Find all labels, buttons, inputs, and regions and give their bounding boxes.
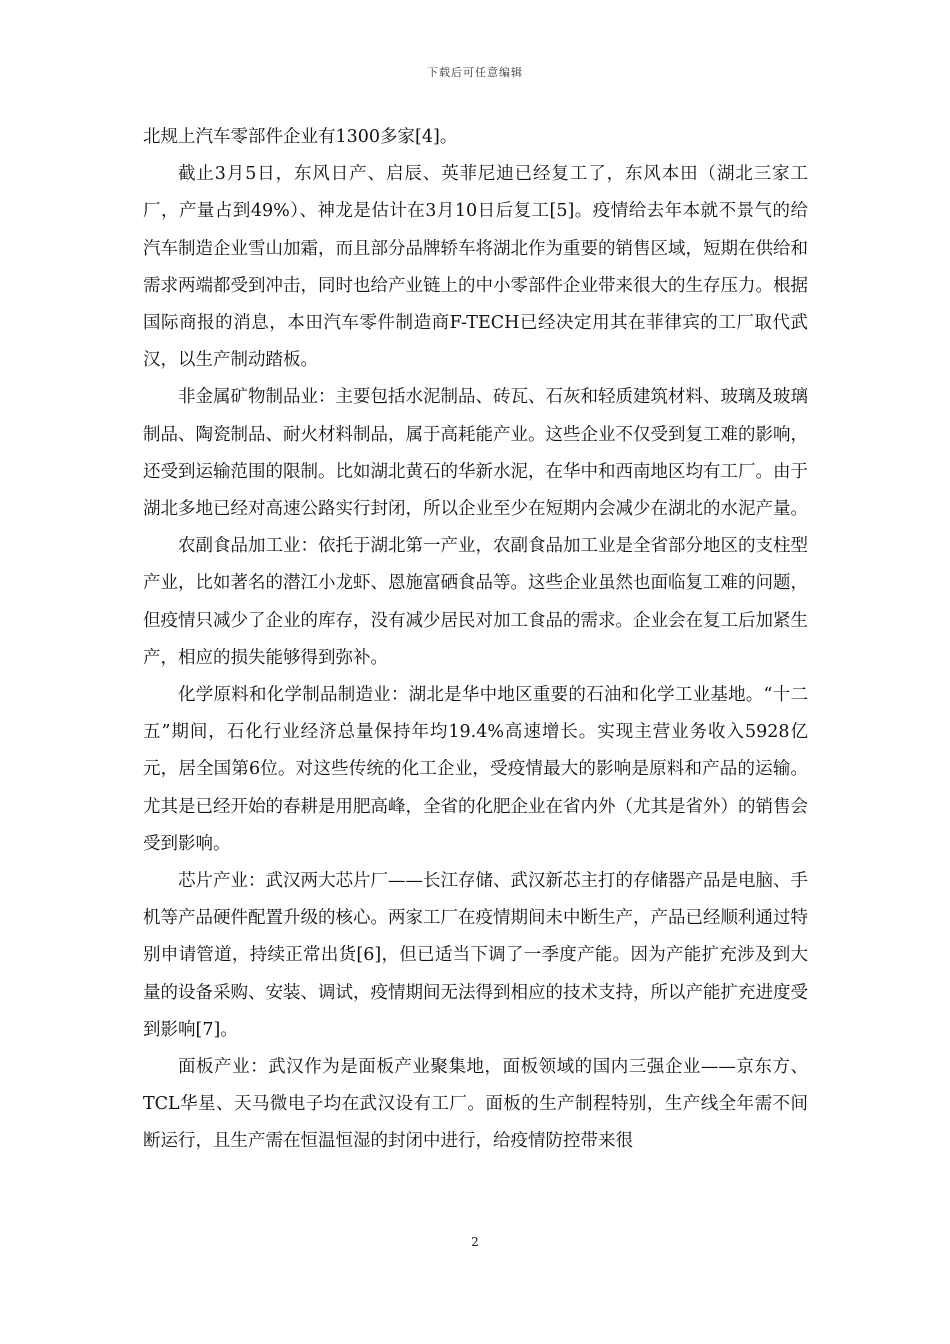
paragraph-chemical: 化学原料和化学制品制造业：湖北是华中地区重要的石油和化学工业基地。“十二五”期间，石化行业经济总量保持年均19.4%高速增长。实现主营业务收入5928亿元，居全国第6位。对这些传统的化工企业，受疫情最大的影响是原料和产品的运输。尤其是已经开始的春耕是用肥高峰，全省的化肥企业在省内外（尤其是省外）的销售会受到影响。 <box>143 685 808 854</box>
document-body <box>143 119 808 1161</box>
paragraph-panel-industry: 面板产业：武汉作为是面板产业聚集地，面板领域的国内三强企业——京东方、TCL华星、天马微电子均在武汉设有工厂。面板的生产制程特别，生产线全年需不间断运行，且生产需在恒温恒湿的封闭中进行，给疫情防控带来很 <box>143 1057 808 1152</box>
page-number: 2 <box>471 1235 479 1249</box>
page-header: 下载后可任意编辑 <box>427 66 523 79</box>
paragraph-agri-food: 农副食品加工业：依托于湖北第一产业，农副食品加工业是全省部分地区的支柱型产业，比如著名的潜江小龙虾、恩施富硒食品等。这些企业虽然也面临复工难的问题，但疫情只减少了企业的库存，没有减少居民对加工食品的需求。企业会在复工后加紧生产，相应的损失能够得到弥补。 <box>143 536 808 668</box>
paragraph-chip-industry: 芯片产业：武汉两大芯片厂——长江存储、武汉新芯主打的存储器产品是电脑、手机等产品硬件配置升级的核心。两家工厂在疫情期间未中断生产，产品已经顺利通过特别申请管道，持续正常出货[6]，但已适当下调了一季度产能。因为产能扩充涉及到大量的设备采购、安装、调试，疫情期间无法得到相应的技术支持，所以产能扩充进度受到影响[7]。 <box>143 871 808 1040</box>
paragraph-nonmetal-minerals: 非金属矿物制品业：主要包括水泥制品、砖瓦、石灰和轻质建筑材料、玻璃及玻璃制品、陶瓷制品、耐火材料制品，属于高耗能产业。这些企业不仅受到复工难的影响，还受到运输范围的限制。比如湖北黄石的华新水泥，在华中和西南地区均有工厂。由于湖北多地已经对高速公路实行封闭，所以企业至少在短期内会减少在湖北的水泥产量。 <box>143 387 808 520</box>
paragraph-continuation: 北规上汽车零部件企业有1300多家[4]。 <box>143 127 458 147</box>
paragraph-auto-industry: 截止3月5日，东风日产、启辰、英菲尼迪已经复工了，东风本田（湖北三家工厂，产量占到49%）、神龙是估计在3月10日后复工[5]。疫情给去年本就不景气的给汽车制造企业雪山加霜，而且部分品牌轿车将湖北作为重要的销售区域，短期在供给和需求两端都受到冲击，同时也给产业链上的中小零部件企业带来很大的生存压力。根据国际商报的消息，本田汽车零件制造商F-TECH已经决定用其在菲律宾的工厂取代武汉，以生产制动踏板。 <box>143 164 808 371</box>
